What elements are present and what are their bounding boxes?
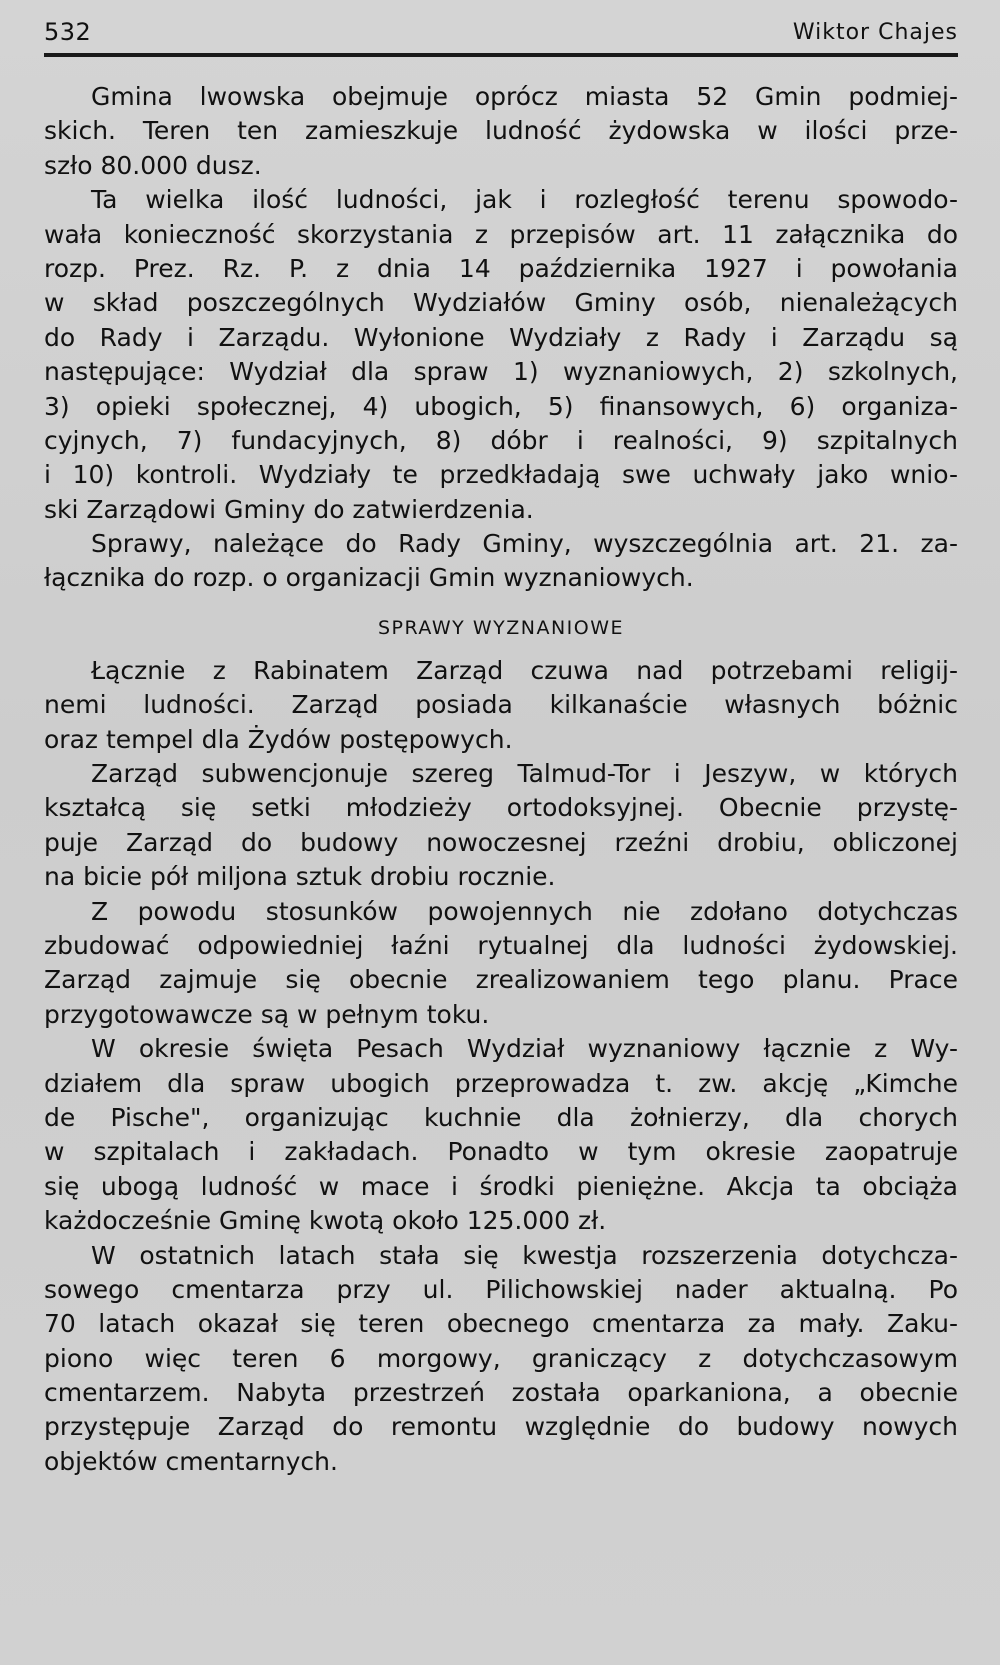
text-line: ski Zarządowi Gminy do zatwierdzenia. <box>44 494 534 524</box>
text-line: cyjnych, 7) fundacyjnych, 8) dóbr i realności, 9) szpitalnych <box>44 425 958 455</box>
text-line: i 10) kontroli. Wydziały te przedkładają swe uchwały jako wnio- <box>44 460 958 490</box>
page-header <box>44 18 958 56</box>
paragraph-8 <box>44 1239 958 1480</box>
section-heading <box>44 596 958 652</box>
text-line: sowego cmentarza przy ul. Pilichowskiej nader aktualną. Po <box>44 1274 958 1304</box>
text-line: 70 latach okazał się teren obecnego cmentarza za mały. Zaku- <box>44 1309 958 1339</box>
text-line: każdocześnie Gminę kwotą około 125.000 zł. <box>44 1206 607 1236</box>
paragraph-5 <box>44 757 958 895</box>
text-line: rozp. Prez. Rz. P. z dnia 14 października 1927 i powołania <box>44 253 958 283</box>
text-line: w skład poszczególnych Wydziałów Gminy osób, nienależących <box>44 288 958 318</box>
text-line: piono więc teren 6 morgowy, graniczący z dotychczasowym <box>44 1343 958 1373</box>
text-line: Zarząd zajmuje się obecnie zrealizowaniem tego planu. Prace <box>44 965 958 995</box>
text-line: szło 80.000 dusz. <box>44 150 262 180</box>
text-line: oraz tempel dla Żydów postępowych. <box>44 724 513 754</box>
text-line: łącznika do rozp. o organizacji Gmin wyznaniowych. <box>44 563 694 593</box>
text-line: przystępuje Zarząd do remontu względnie do budowy nowych <box>44 1412 958 1442</box>
text-line: wała konieczność skorzystania z przepisów art. 11 załącznika do <box>44 219 958 249</box>
text-line: Z powodu stosunków powojennych nie zdołano dotychczas <box>91 896 958 926</box>
text-line: W ostatnich latach stała się kwestja rozszerzenia dotychcza- <box>91 1240 958 1270</box>
text-line: Ta wielka ilość ludności, jak i rozległość terenu spowodo- <box>91 185 958 215</box>
text-line: W okresie święta Pesach Wydział wyznaniowy łącznie z Wy- <box>91 1034 958 1064</box>
paragraph-6 <box>44 895 958 1033</box>
text-line: do Rady i Zarządu. Wyłonione Wydziały z Rady i Zarządu są <box>44 322 958 352</box>
text-line: de Pische", organizując kuchnie dla żołnierzy, dla chorych <box>44 1102 958 1132</box>
text-line: przygotowawcze są w pełnym toku. <box>44 999 490 1029</box>
paragraph-1 <box>44 80 958 183</box>
text-line: Gmina lwowska obejmuje oprócz miasta 52 Gmin podmiej- <box>91 82 958 111</box>
text-line: cmentarzem. Nabyta przestrzeń została oparkaniona, a obecnie <box>44 1378 958 1408</box>
text-line: Łącznie z Rabinatem Zarząd czuwa nad potrzebami religij- <box>91 655 958 685</box>
paragraph-4 <box>44 654 958 757</box>
paragraph-3 <box>44 527 958 596</box>
text-line: następujące: Wydział dla spraw 1) wyznaniowych, 2) szkolnych, <box>44 357 958 387</box>
paragraph-2 <box>44 183 958 527</box>
text-line: działem dla spraw ubogich przeprowadza t. zw. akcję „Kimche <box>44 1068 958 1098</box>
text-line: w szpitalach i zakładach. Ponadto w tym okresie zaopatruje <box>44 1137 958 1167</box>
section-heading-text: SPRAWY WYZNANIOWE <box>377 616 625 639</box>
text-line: kształcą się setki młodzieży ortodoksyjnej. Obecnie przystę- <box>44 793 958 823</box>
text-line: skich. Teren ten zamieszkuje ludność żydowska w ilości prze- <box>44 116 958 146</box>
text-line: Zarząd subwencjonuje szereg Talmud-Tor i Jeszyw, w których <box>91 759 958 789</box>
text-line: nemi ludności. Zarząd posiada kilkanaście własnych bóżnic <box>44 690 958 720</box>
text-line: na bicie pół miljona sztuk drobiu rocznie. <box>44 862 556 892</box>
text-line: się ubogą ludność w mace i środki pieniężne. Akcja ta obciąża <box>44 1171 958 1201</box>
page-body <box>44 80 958 1479</box>
text-line: Sprawy, należące do Rady Gminy, wyszczególnia art. 21. za- <box>91 529 958 559</box>
text-line: objektów cmentarnych. <box>44 1446 338 1476</box>
page-number: 532 <box>44 18 92 46</box>
text-line: puje Zarząd do budowy nowoczesnej rzeźni drobiu, obliczonej <box>44 827 958 857</box>
paragraph-7 <box>44 1032 958 1238</box>
running-head-author: Wiktor Chajes <box>792 20 958 45</box>
text-line: 3) opieki społecznej, 4) ubogich, 5) finansowych, 6) organiza- <box>44 391 958 421</box>
header-rule <box>44 53 958 57</box>
text-line: zbudować odpowiedniej łaźni rytualnej dla ludności żydowskiej. <box>44 930 958 960</box>
